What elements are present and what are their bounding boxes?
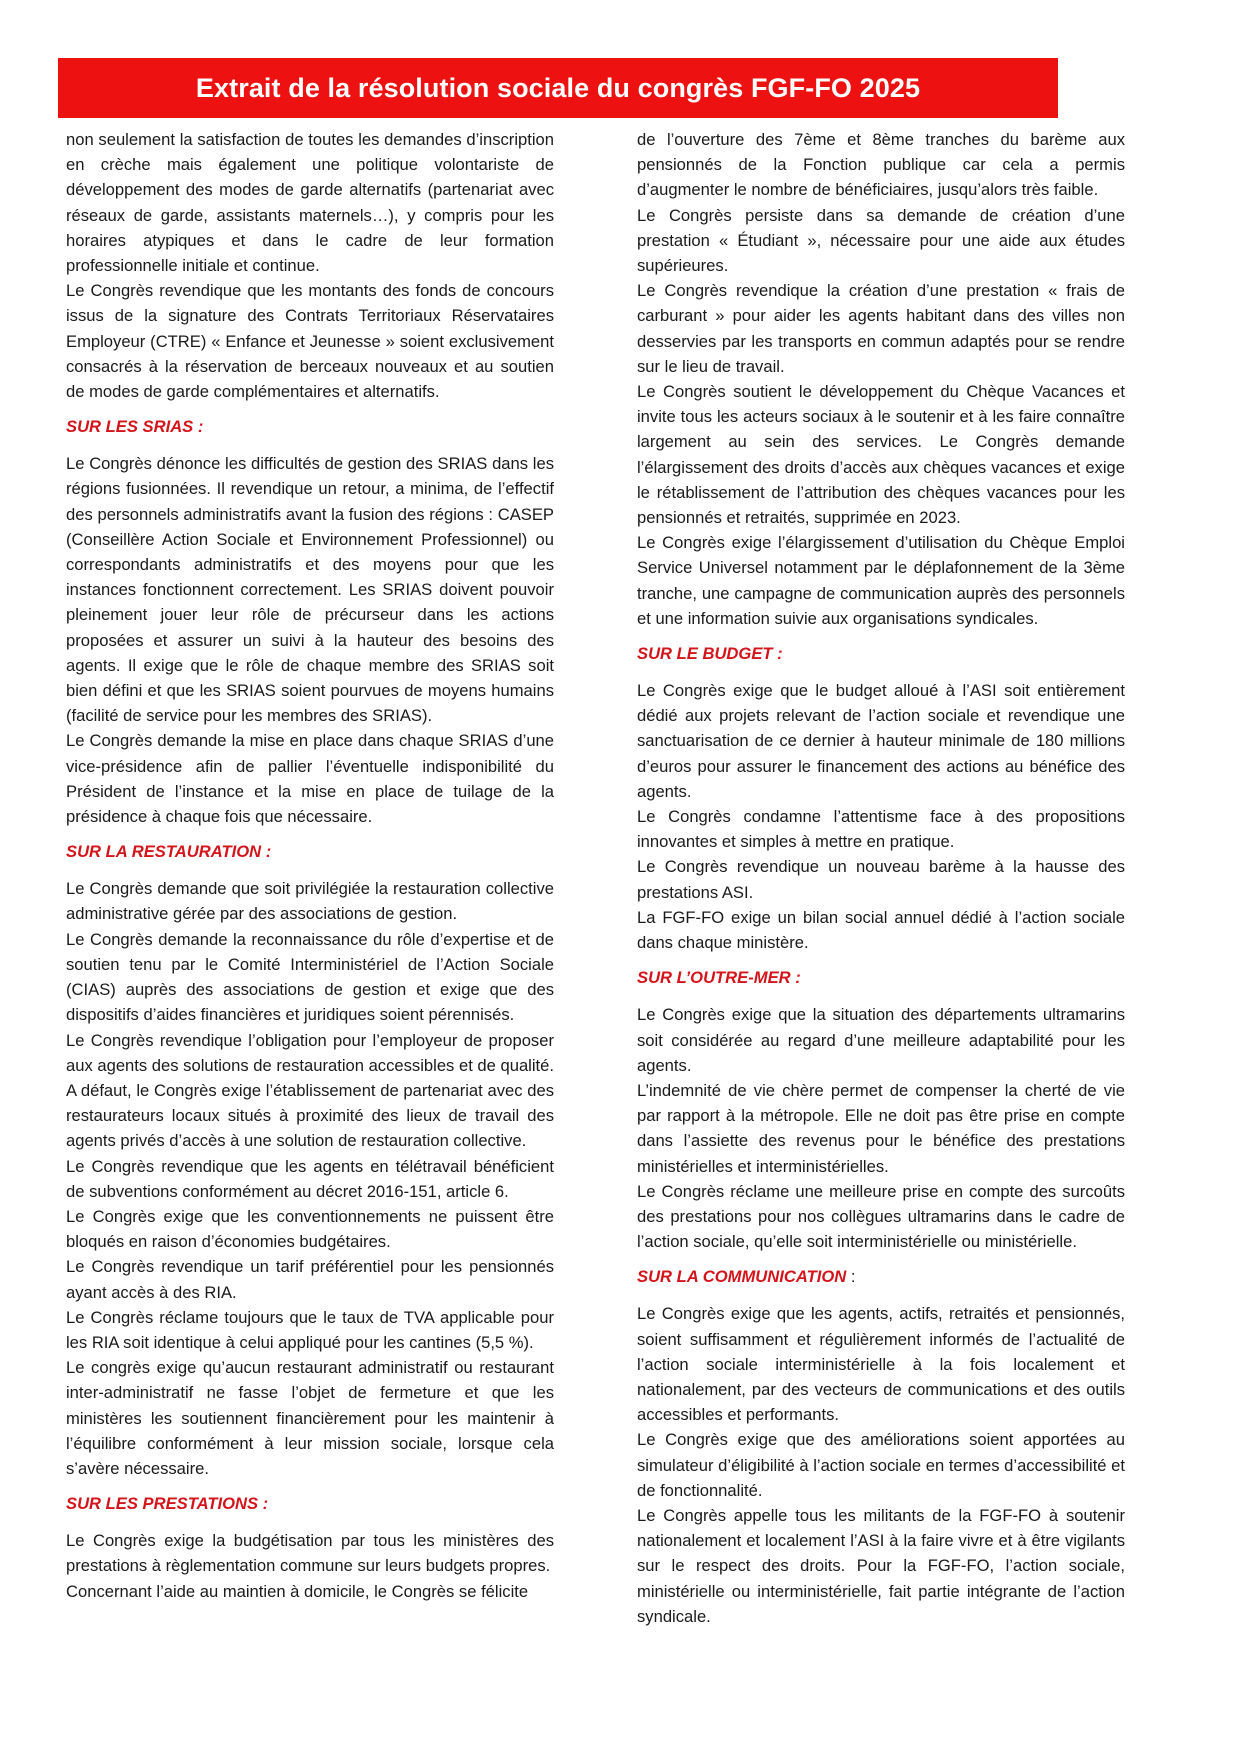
section-heading-restauration: SUR LA RESTAURATION : — [66, 842, 272, 862]
section-heading-prestations: SUR LES PRESTATIONS : — [66, 1494, 269, 1514]
page-title: Extrait de la résolution sociale du congrès FGF-FO 2025 — [195, 72, 921, 103]
paragraph: Le Congrès exige que la situation des départements ultramarins soit considérée au regard d’une meilleure adaptabilité pour les agents. — [637, 1005, 1125, 1075]
paragraph: non seulement la satisfaction de toutes les demandes d’inscription en crèche mais également une politique volontariste de développement des modes de garde alternatifs (partenariat avec réseaux de garde, assistants maternels…), y compris pour les horaires atypiques et dans le cadre de leur formation professionnelle initiale et continue. — [66, 130, 554, 276]
paragraph: Le Congrès exige que les conventionnements ne puissent être bloqués en raison d’économies budgétaires. — [66, 1206, 554, 1252]
paragraph: Le Congrès appelle tous les militants de la FGF-FO à soutenir nationalement et localement l’ASI à la faire vivre et à être vigilants sur le respect des droits. Pour la FGF-FO, l’action sociale, ministérielle ou interministérielle, fait partie intégrante de l’action syndicale. — [637, 1505, 1125, 1626]
title-banner — [58, 58, 1058, 118]
paragraph: Le Congrès exige la budgétisation par tous les ministères des prestations à règlementation commune sur leurs budgets propres. — [66, 1531, 554, 1576]
paragraph: Le Congrès demande la mise en place dans chaque SRIAS d’une vice-présidence afin de pallier l’éventuelle indisponibilité du Président de l’instance et la mise en place de tuilage de la présidence à chaque fois que nécessaire. — [66, 731, 554, 827]
paragraph: Le Congrès réclame une meilleure prise en compte des surcoûts des prestations pour nos collègues ultramarins dans le cadre de l’action sociale, qu’elle soit interministérielle ou ministérielle. — [637, 1181, 1125, 1252]
heading-text: SUR LA COMMUNICATION — [637, 1267, 847, 1287]
right-column — [637, 127, 1125, 1629]
paragraph: Le Congrès revendique un nouveau barème à la hausse des prestations ASI. — [637, 857, 1125, 902]
paragraph: de l’ouverture des 7ème et 8ème tranches du barème aux pensionnés de la Fonction publique car cela a permis d’augmenter le nombre de bénéficiaires, jusqu’alors très faible. — [637, 130, 1125, 200]
paragraph: Le Congrès revendique un tarif préférentiel pour les pensionnés ayant accès à des RIA. — [66, 1257, 554, 1302]
section-heading-budget: SUR LE BUDGET : — [637, 644, 783, 664]
paragraph: Concernant l’aide au maintien à domicile, le Congrès se félicite — [66, 1581, 529, 1601]
paragraph: Le Congrès condamne l’attentisme face à des propositions innovantes et simples à mettre en pratique. — [637, 807, 1125, 852]
paragraph: Le Congrès revendique que les agents en télétravail bénéficient de subventions conformément au décret 2016-151, article 6. — [66, 1156, 554, 1201]
section-heading-communication — [637, 1264, 1125, 1289]
paragraph: Le Congrès soutient le développement du Chèque Vacances et invite tous les acteurs sociaux à le soutenir et à les faire connaître largement au sein des services. Le Congrès demande l’élargissement des droits d’accès aux chèques vacances et exige le rétablissement de l’attribution des chèques vacances pour les pensionnés et retraités, supprimée en 2023. — [637, 382, 1125, 528]
section-heading-outre-mer: SUR L’OUTRE-MER : — [637, 968, 801, 988]
paragraph: Le Congrès dénonce les difficultés de gestion des SRIAS dans les régions fusionnées. Il revendique un retour, a minima, de l’effectif des personnels administratifs avant la fusion des régions : CASEP (Conseillère Action Sociale et Environnement Professionnel) ou correspondants administratifs et des moyens pour que les instances fonctionnent correctement. Les SRIAS doivent pouvoir pleinement jouer leur rôle de précurseur dans les actions proposées et assurer un suivi à la hauteur des besoins des agents. Il exige que le rôle de chaque membre des SRIAS soit bien défini et que les SRIAS soient pourvues de moyens humains (facilité de service pour les membres des SRIAS). — [66, 454, 554, 726]
paragraph: Le Congrès réclame toujours que le taux de TVA applicable pour les RIA soit identique à celui appliqué pour les cantines (5,5 %). — [66, 1307, 554, 1352]
paragraph: L’indemnité de vie chère permet de compenser la cherté de vie par rapport à la métropole. Elle ne doit pas être prise en compte dans l’assiette des revenus pour le bénéfice des prestations ministérielles et interministérielles. — [637, 1080, 1125, 1176]
left-column — [66, 127, 554, 1604]
paragraph: Le Congrès demande que soit privilégiée la restauration collective administrative gérée par des associations de gestion. — [66, 879, 554, 924]
paragraph: Le Congrès exige que le budget alloué à l’ASI soit entièrement dédié aux projets relevant de l’action sociale et revendique une sanctuarisation de ce dernier à hauteur minimale de 180 millions d’euros pour assurer le financement des actions au bénéfice des agents. — [637, 681, 1125, 801]
section-heading-srias: SUR LES SRIAS : — [66, 417, 204, 437]
paragraph: Le Congrès demande la reconnaissance du rôle d’expertise et de soutien tenu par le Comité Interministériel de l’Action Sociale (CIAS) auprès des associations de gestion et exige que des dispositifs d’aides financières et juridiques soient pérennisés. — [66, 929, 554, 1025]
paragraph: Le Congrès exige que les agents, actifs, retraités et pensionnés, soient suffisamment et régulièrement informés de l’actualité de l’action sociale interministérielle à la fois localement et nationalement, par des vecteurs de communications et des outils accessibles et performants. — [637, 1304, 1125, 1425]
paragraph: Le congrès exige qu’aucun restaurant administratif ou restaurant inter-administratif ne fasse l’objet de fermeture et que les ministères les soutiennent financièrement pour les maintenir à l’équilibre conformément à leur mission sociale, lorsque cela s’avère nécessaire. — [66, 1358, 554, 1478]
paragraph: Le Congrès exige que des améliorations soient apportées au simulateur d’éligibilité à l’action sociale en termes d’accessibilité et de fonctionnalité. — [637, 1430, 1125, 1500]
paragraph: Le Congrès revendique la création d’une prestation « frais de carburant » pour aider les agents habitant dans des villes non desservies par les transports en commun adaptés pour se rendre sur le lieu de travail. — [637, 281, 1125, 376]
paragraph: Le Congrès revendique l’obligation pour l’employeur de proposer aux agents des solutions de restauration accessibles et de qualité. A défaut, le Congrès exige l’établissement de partenariat avec des restaurateurs locaux situés à proximité des lieux de travail des agents privés d’accès à une solution de restauration collective. — [66, 1030, 554, 1151]
paragraph: Le Congrès revendique que les montants des fonds de concours issus de la signature des Contrats Territoriaux Réservataires Employeur (CTRE) « Enfance et Jeunesse » soient exclusivement consacrés à la réservation de berceaux nouveaux et au soutien de modes de garde complémentaires et alternatifs. — [66, 281, 554, 402]
paragraph: La FGF-FO exige un bilan social annuel dédié à l’action sociale dans chaque ministère. — [637, 907, 1125, 953]
paragraph: Le Congrès exige l’élargissement d’utilisation du Chèque Emploi Service Universel notamment par le déplafonnement de la 3ème tranche, une campagne de communication auprès des personnels et une information suivie aux organisations syndicales. — [637, 533, 1125, 628]
heading-colon: : — [846, 1267, 856, 1287]
paragraph: Le Congrès persiste dans sa demande de création d’une prestation « Étudiant », nécessaire pour une aide aux études supérieures. — [637, 205, 1125, 276]
